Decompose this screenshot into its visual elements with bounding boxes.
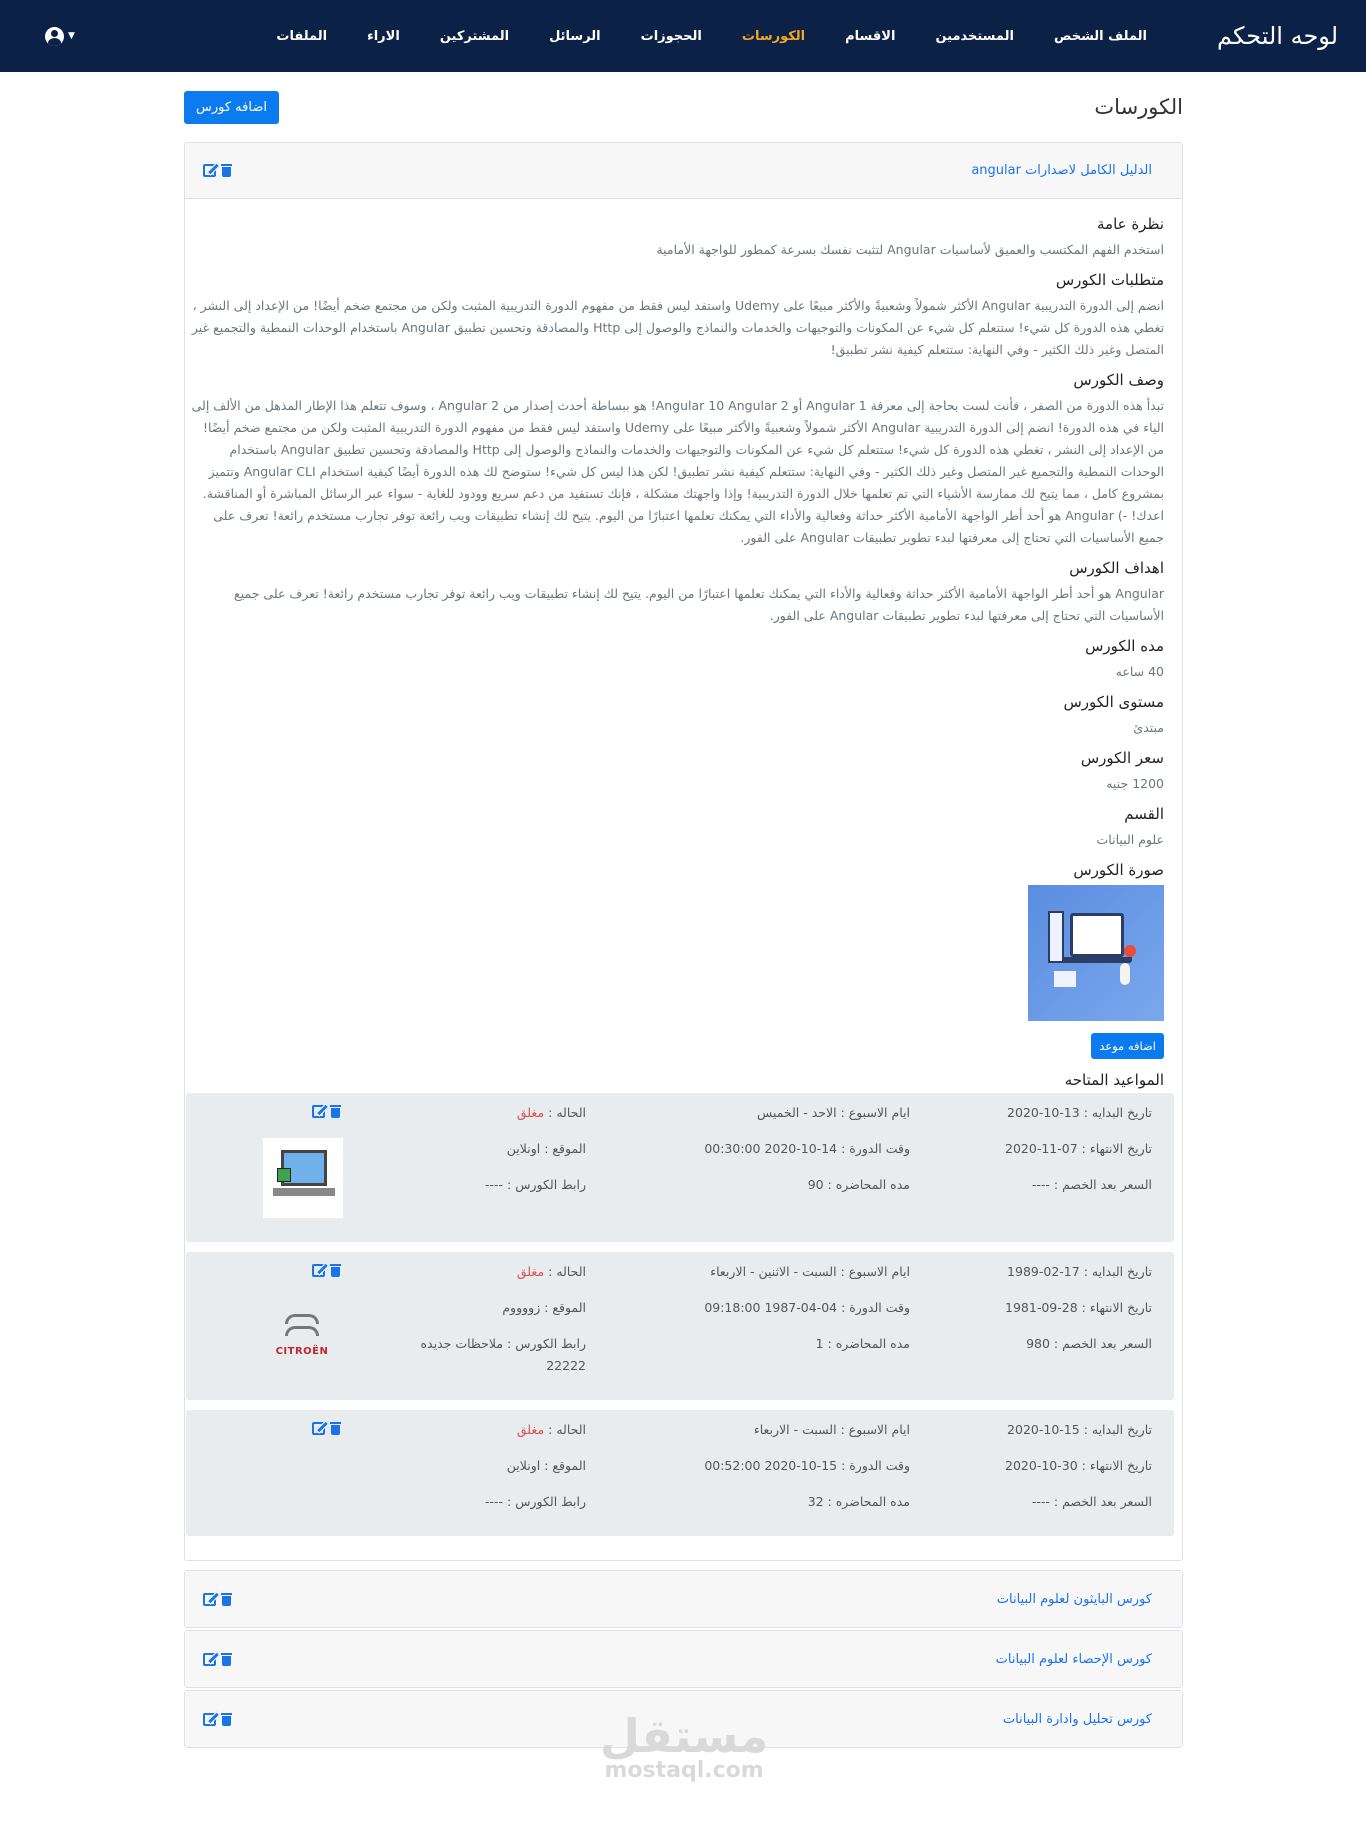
- slot-location: الموقع : اونلاين: [506, 1141, 586, 1156]
- slot-start: تاريخ البدايه : 13-10-2020: [1007, 1105, 1152, 1120]
- duration-title: مده الكورس: [1085, 637, 1164, 655]
- course-card: [184, 1690, 1183, 1748]
- price-value: 1200 جنيه: [1106, 776, 1164, 791]
- chevron-graphic: [285, 1326, 319, 1336]
- trash-icon[interactable]: [221, 1593, 232, 1606]
- slot-actions: [312, 1264, 341, 1277]
- nav-item-users[interactable]: المستخدمين: [935, 28, 1014, 44]
- slot-location: الموقع : اونلاين: [506, 1458, 586, 1473]
- slot-weekdays: ايام الاسبوع : السبت - الاثنين - الاربعاء: [710, 1264, 910, 1279]
- slot-discount-price: السعر بعد الخصم : 980: [1026, 1336, 1152, 1351]
- slot-start: تاريخ البدايه : 15-10-2020: [1007, 1422, 1152, 1437]
- green-badge-graphic: [277, 1168, 291, 1182]
- overview-title: نظرة عامة: [1097, 215, 1164, 233]
- level-title: مستوى الكورس: [1063, 693, 1164, 711]
- course-title-link[interactable]: كورس تحليل وادارة البيانات: [1002, 1711, 1152, 1727]
- category-value: علوم البيانات: [1096, 832, 1164, 847]
- nav-item-subscribers[interactable]: المشتركين: [439, 28, 510, 44]
- image-title: صورة الكورس: [1073, 861, 1164, 879]
- requirements-title: متطلبات الكورس: [1055, 271, 1164, 289]
- page-header: [184, 72, 1183, 142]
- slot-end: تاريخ الانتهاء : 28-09-1981: [1005, 1300, 1152, 1315]
- course-image: [1028, 885, 1164, 1021]
- course-title-link[interactable]: كورس البايثون لعلوم البيانات: [996, 1591, 1152, 1607]
- level-value: مبتدئ: [1133, 720, 1164, 735]
- slot-weekdays: ايام الاسبوع : السبت - الاربعاء: [753, 1422, 910, 1437]
- course-card: [184, 1630, 1183, 1688]
- chevron-graphic: [285, 1314, 319, 1324]
- slots-title: المواعيد المتاحه: [1064, 1071, 1164, 1089]
- trash-icon[interactable]: [221, 1713, 232, 1726]
- slot-discount-price: السعر بعد الخصم : ----: [1031, 1494, 1152, 1509]
- price-title: سعر الكورس: [1080, 749, 1164, 767]
- dashboard-brand[interactable]: لوحه التحكم: [1217, 22, 1338, 50]
- edit-icon[interactable]: [203, 164, 216, 177]
- user-menu[interactable]: [45, 27, 75, 46]
- nav-item-reviews[interactable]: الاراء: [367, 28, 400, 44]
- slot-course-time: وقت الدورة : 14-10-2020 00:30:00: [704, 1141, 910, 1156]
- slot-actions: [312, 1422, 341, 1435]
- main-nav: [75, 29, 1147, 44]
- watermark-latin: mostaql.com: [604, 1758, 764, 1783]
- monitor-graphic: [1070, 913, 1124, 957]
- chevron-down-icon: ▼: [68, 31, 75, 41]
- slot-card: [186, 1410, 1174, 1536]
- laptop-keyboard-graphic: [273, 1188, 335, 1196]
- mouse-graphic: [1120, 963, 1130, 985]
- edit-icon[interactable]: [312, 1422, 325, 1435]
- slot-course-time: وقت الدورة : 15-10-2020 00:52:00: [704, 1458, 910, 1473]
- description-text: تبدأ هذه الدورة من الصفر ، فأنت لست بحاجة إلى معرفة Angular 1 أو Angular 10 Angular 2! هو ببساطة أحدث إصدار من Angular 2 ، وسوف تتعلم هذا الإطار المذهل من الألف إلى الياء في هذه الدورة! انضم إلى الدورة التدريبية Angular الأكثر شمولاً وشعبيةً والأكثر مبيعًا على Udemy واستفد ليس فقط من مفهوم الدورة التدريبية المثبت ولكن من مجتمع ضخم أيضًا! من الإعداد إلى النشر ، تغطي هذه الدورة كل شيء! ستتعلم كل شيء عن المكونات والتوجيهات والخدمات والنماذج والوصول إلى Http والمصادقة وتحسين تطبيق Angular باستخدام الوحدات النمطية والتجميع غير المتصل وغير ذلك الكثير - وفي النهاية: ستتعلم كيفية نشر تطبيق! لكن هذا ليس كل شيء! ستوضح لك هذه الدورة أيضًا كيفية استخدام Angular CLI وتتميز بمشروع كامل ، مما يتيح لك ممارسة الأشياء التي تم تعلمها خلال الدورة التدريبية! وإذا واجهتك مشكلة ، فإنك تستفيد من دعم سريع وودود للغاية - سواء عبر الرسائل المباشرة أو المناقشة. اعدك! -) Angular هو أحد أطر الواجهة الأمامية الأكثر حداثة وفعالية والأداء التي يمكنك تعلمها اعتبارًا من اليوم. يتيح لك إنشاء تطبيقات ويب رائعة توفر تجارب مستخدم رائعة! تعرف على جميع الأساسيات التي تحتاج إلى معرفتها لبدء تطوير تطبيقات Angular على الفور.: [191, 398, 1164, 545]
- course-card: [184, 1570, 1183, 1628]
- slot-end: تاريخ الانتهاء : 30-10-2020: [1005, 1458, 1152, 1473]
- nav-item-files[interactable]: الملفات: [276, 28, 328, 44]
- slot-start: تاريخ البدايه : 17-02-1989: [1007, 1264, 1152, 1279]
- nav-item-courses[interactable]: الكورسات: [741, 28, 806, 44]
- slot-course-link-extra: 22222: [546, 1358, 586, 1373]
- edit-icon[interactable]: [203, 1713, 216, 1726]
- goals-text: Angular هو أحد أطر الواجهة الأمامية الأكثر حداثة وفعالية والأداء التي يمكنك تعلمها اعتبارًا من اليوم. يتيح لك إنشاء تطبيقات ويب رائعة توفر تجارب مستخدم رائعة! تعرف على جميع الأساسيات التي تحتاج إلى معرفتها لبدء تطوير تطبيقات Angular على الفور.: [234, 586, 1164, 623]
- slot-lecture-duration: مده المحاضره : 32: [807, 1494, 910, 1509]
- nav-item-messages[interactable]: الرسائل: [549, 28, 601, 44]
- course-card-header: [185, 1631, 1182, 1687]
- dot-graphic: [1124, 945, 1136, 957]
- envelope-graphic: [1054, 971, 1076, 987]
- category-title: القسم: [1124, 805, 1164, 823]
- slot-course-time: وقت الدورة : 04-04-1987 09:18:00: [704, 1300, 910, 1315]
- slot-thumbnail-citroen: [262, 1308, 342, 1368]
- slot-lecture-duration: مده المحاضره : 1: [815, 1336, 910, 1351]
- add-slot-button[interactable]: اضافه موعد: [1091, 1033, 1164, 1059]
- course-title-link[interactable]: الدليل الكامل لاصدارات angular: [971, 163, 1152, 178]
- slot-card: [186, 1093, 1174, 1242]
- edit-icon[interactable]: [312, 1105, 325, 1118]
- slot-status: الحاله : مغلق: [516, 1105, 586, 1120]
- citroen-logo-text: CITROËN: [275, 1346, 329, 1357]
- goals-title: اهداف الكورس: [1069, 559, 1164, 577]
- duration-value: 40 ساعه: [1115, 664, 1164, 679]
- slot-course-link: رابط الكورس : ملاحظات جديده: [420, 1336, 586, 1351]
- main-container: [184, 72, 1183, 1748]
- slot-end: تاريخ الانتهاء : 07-11-2020: [1005, 1141, 1152, 1156]
- add-course-button[interactable]: اضافه كورس: [184, 91, 279, 124]
- slot-actions: [312, 1105, 341, 1118]
- nav-item-bookings[interactable]: الحجوزات: [640, 28, 702, 44]
- course-actions: [203, 1713, 232, 1726]
- course-details: [185, 199, 1182, 1560]
- trash-icon[interactable]: [221, 1653, 232, 1666]
- trash-icon[interactable]: [330, 1422, 341, 1435]
- description-title: وصف الكورس: [1073, 371, 1164, 389]
- course-card-expanded: [184, 142, 1183, 1561]
- edit-icon[interactable]: [312, 1264, 325, 1277]
- slot-course-link: رابط الكورس : ----: [485, 1177, 586, 1192]
- edit-icon[interactable]: [203, 1593, 216, 1606]
- slot-location: الموقع : زووووم: [502, 1300, 586, 1315]
- top-navbar: [0, 0, 1366, 72]
- course-title-link[interactable]: كورس الإحصاء لعلوم البيانات: [995, 1651, 1152, 1667]
- course-actions: [203, 164, 232, 177]
- page-title: الكورسات: [1094, 95, 1183, 119]
- course-card-header: [185, 1691, 1182, 1747]
- clipboard-graphic: [1048, 911, 1064, 963]
- watermark-arabic: مستقل: [600, 1709, 769, 1763]
- overview-text: استخدم الفهم المكتسب والعميق لأساسيات Angular لتثبت نفسك بسرعة كمطور للواجهة الأمامية: [656, 242, 1164, 257]
- course-card-header: [185, 1571, 1182, 1627]
- course-actions: [203, 1653, 232, 1666]
- trash-icon[interactable]: [330, 1264, 341, 1277]
- slot-weekdays: ايام الاسبوع : الاحد - الخميس: [756, 1105, 910, 1120]
- slot-status: الحاله : مغلق: [516, 1264, 586, 1279]
- user-circle-icon: [45, 27, 64, 46]
- slot-discount-price: السعر بعد الخصم : ----: [1031, 1177, 1152, 1192]
- trash-icon[interactable]: [221, 164, 232, 177]
- slot-thumbnail-laptop: [262, 1137, 344, 1219]
- slot-course-link: رابط الكورس : ----: [485, 1494, 586, 1509]
- slot-card: [186, 1252, 1174, 1400]
- slot-lecture-duration: مده المحاضره : 90: [807, 1177, 910, 1192]
- edit-icon[interactable]: [203, 1653, 216, 1666]
- course-card-header: [185, 143, 1182, 199]
- nav-item-categories[interactable]: الاقسام: [845, 28, 896, 44]
- slot-status: الحاله : مغلق: [516, 1422, 586, 1437]
- requirements-text: انضم إلى الدورة التدريبية Angular الأكثر شمولاً وشعبيةً والأكثر مبيعًا على Udemy واستفد ليس فقط من مفهوم الدورة التدريبية المثبت ولكن من مجتمع ضخم أيضًا! من الإعداد إلى النشر ، تغطي هذه الدورة كل شيء! ستتعلم كل شيء عن المكونات والتوجيهات والخدمات والنماذج والوصول إلى Http والمصادقة وتحسين تطبيق Angular باستخدام الوحدات النمطية والتجميع غير المتصل وغير ذلك الكثير - وفي النهاية: ستتعلم كيفية نشر تطبيق!: [191, 298, 1164, 357]
- nav-item-profile[interactable]: الملف الشخص: [1053, 28, 1148, 44]
- laptop-base-graphic: [1062, 957, 1132, 963]
- course-actions: [203, 1593, 232, 1606]
- trash-icon[interactable]: [330, 1105, 341, 1118]
